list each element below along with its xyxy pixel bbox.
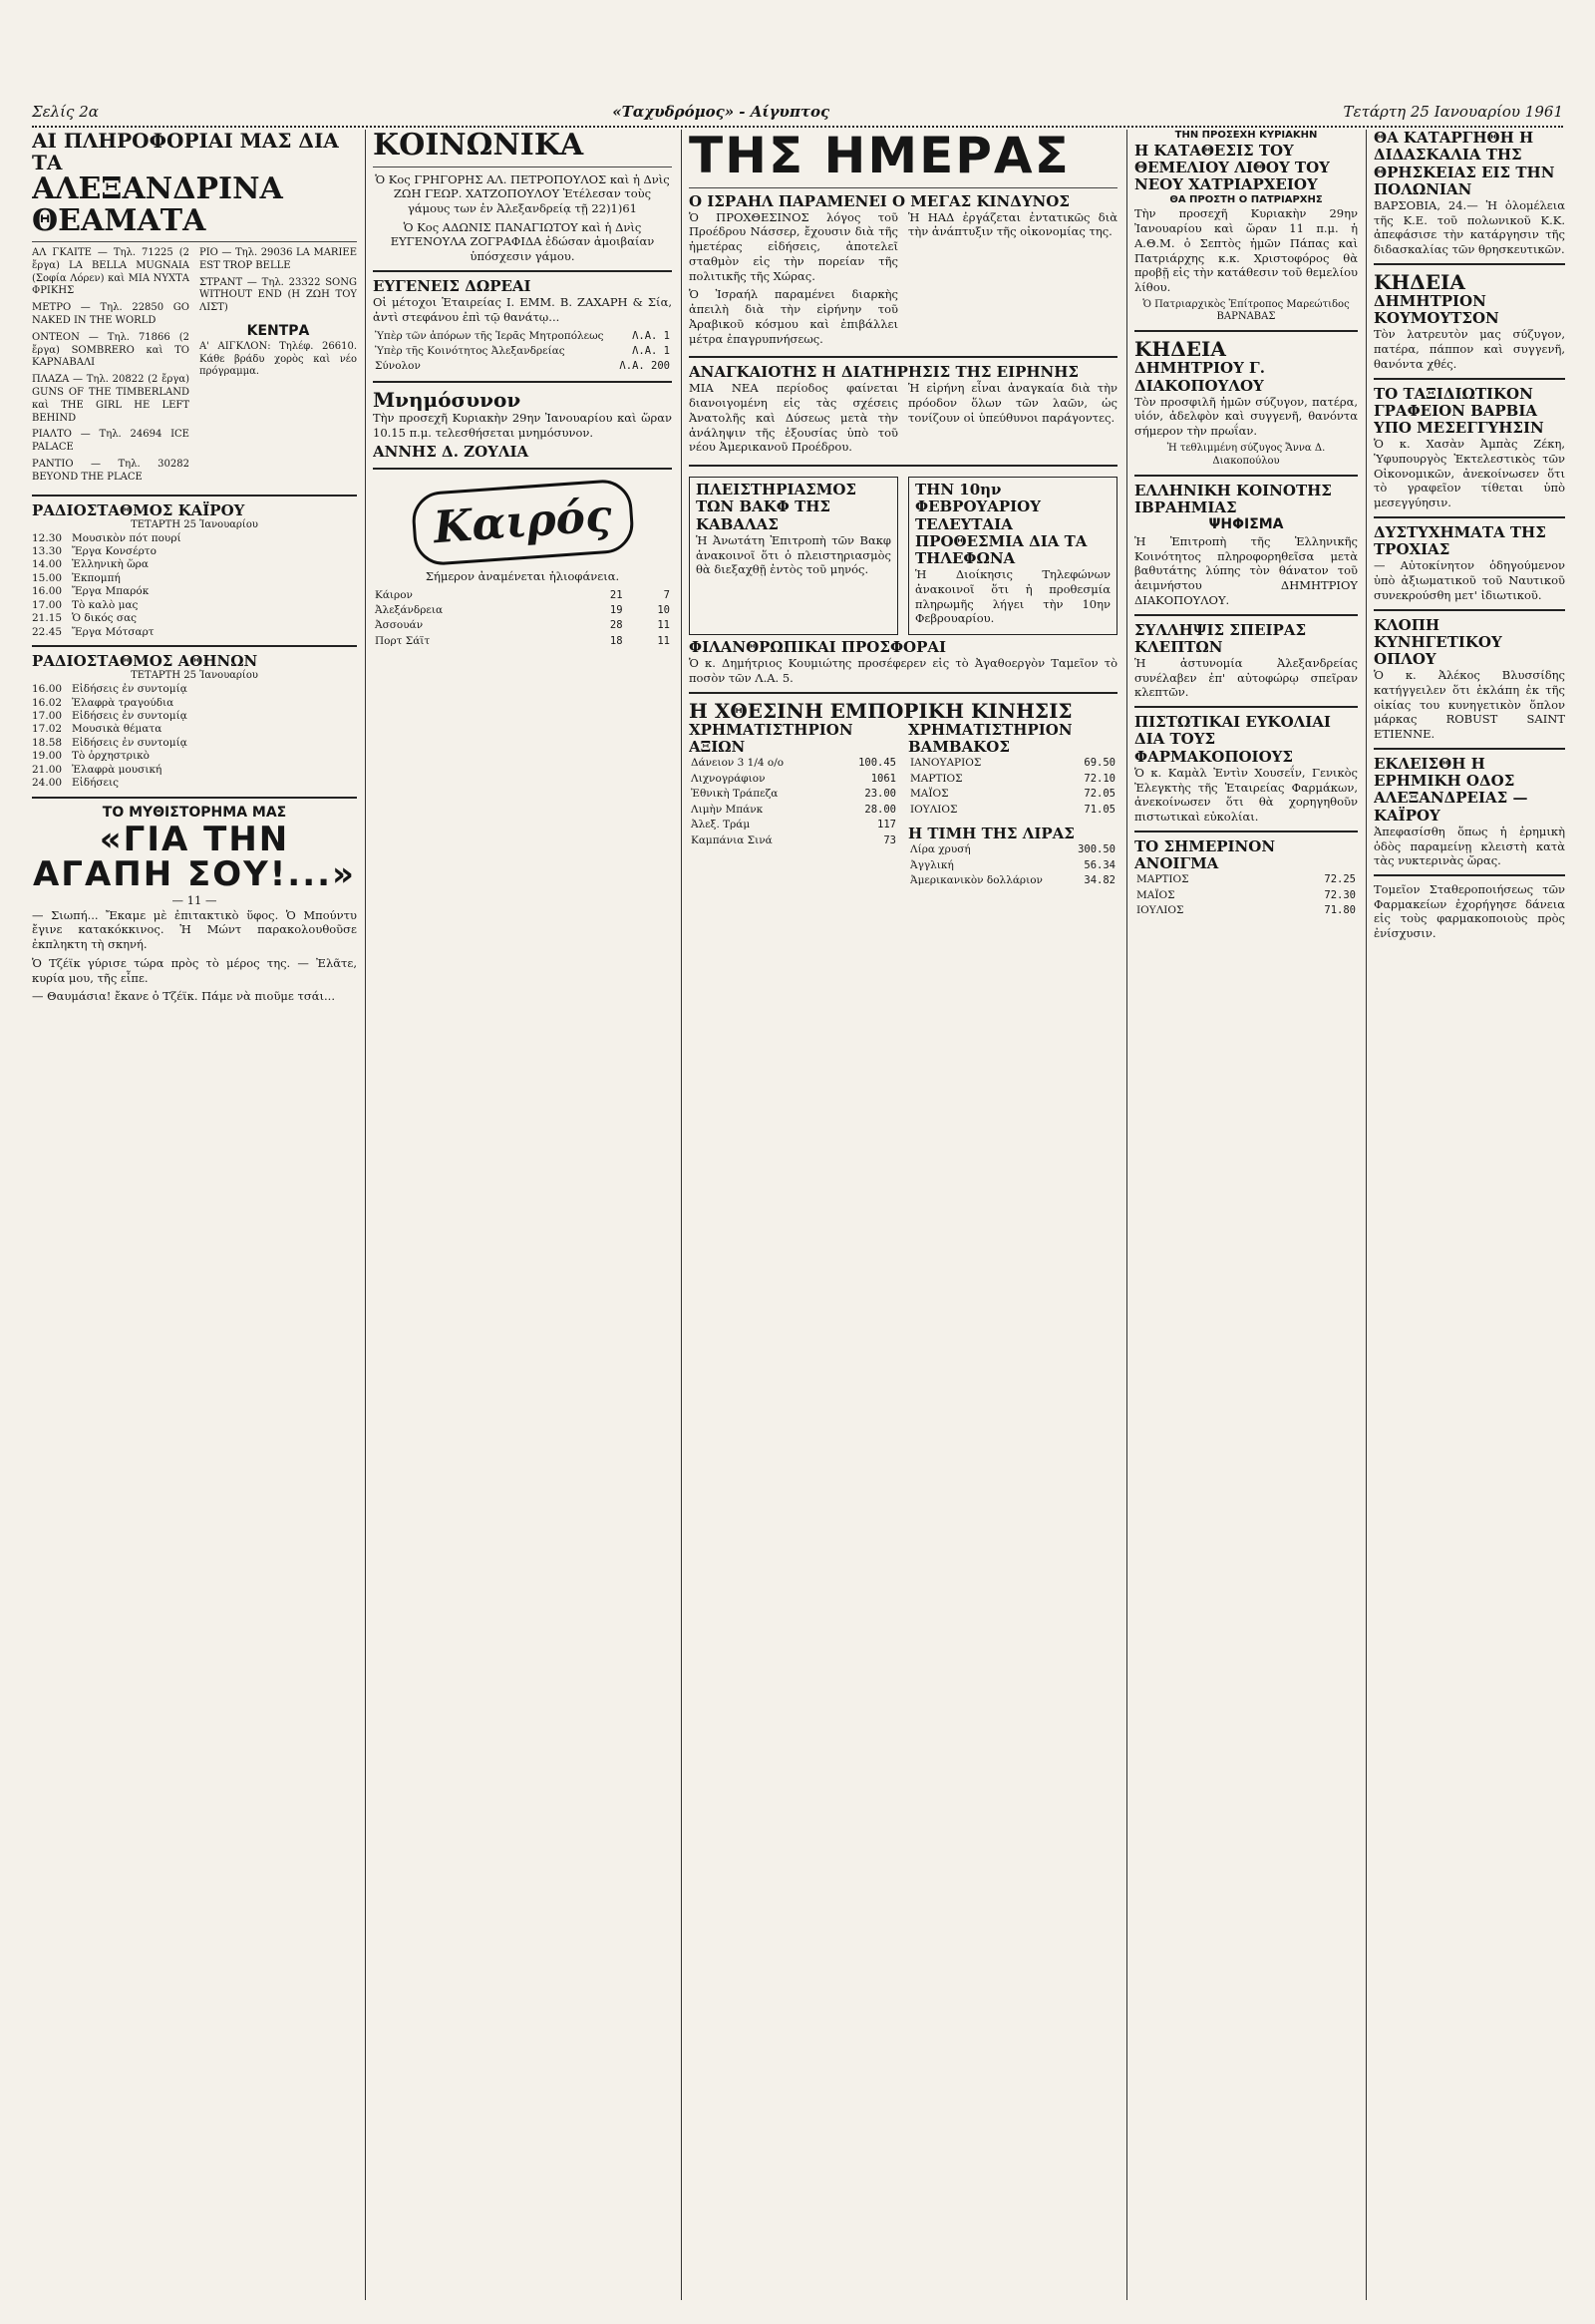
social-announcement: Ὁ Κος ΓΡΗΓΟΡΗΣ ΑΛ. ΠΕΤΡΟΠΟΥΛΟΣ καὶ ἡ Δνὶς ΖΩΗ ΓΕΩΡ. ΧΑΤΖΟΠΟΥΛΟΥ Ἐτέλεσαν τοὺς γάμους των ἐν Ἀλεξανδρείᾳ τῇ 22)1)61 (375, 171, 670, 215)
cotton-row-n: ΜΑΡΤΙΟΣ (910, 772, 963, 785)
weather-row-hi: 18 (609, 634, 623, 647)
schedule-row (32, 545, 357, 558)
theft-text: Ὁ κ. Ἀλέκος Βλυσσίδης κατήγγειλεν ὅτι ἐκλάπη ἐκ τῆς οἰκίας του κυνηγετικὸν ὅπλον μάρκας ROBUST SAINT ETIENNE. (1374, 668, 1565, 742)
cinema-entry: ΡΙΟ — Τηλ. 29036 LA MARIEE EST TROP BELLE (199, 247, 357, 271)
funeral-text: Τὸν προσφιλῆ ἡμῶν σύζυγον, πατέρα, υἱόν, ἀδελφὸν καὶ συγγενῆ, θανόντα σήμερον τὴν πρωΐαν. (1134, 394, 1358, 439)
schedule-row-d: Τὸ ὀρχηστρικὸ (72, 750, 150, 763)
schedule-row-d: Ἐλαφρὰ τραγούδια (72, 696, 174, 709)
memorial-text: Τὴν προσεχῆ Κυριακὴν 29ην Ἰανουαρίου καὶ ὥραν 10.15 π.μ. τελεσθήσεται μνημόσυνον. (373, 410, 672, 440)
auction-text: Ἡ Ἀνωτάτη Ἐπιτροπὴ τῶν Βακφ ἀνακοινοῖ ὅτι ὁ πλειστηριασμὸς θὰ διεξαχθῇ ἐντὸς τοῦ μηνός. (696, 532, 891, 577)
lead-paragraph: Ὁ ΠΡΟΧΘΕΣΙΝΟΣ λόγος τοῦ Προέδρου Νάσσερ, ἔχουσιν διὰ τῆς ἡμετέρας εἰδήσεις, ἀποτελεῖ σταθμὸν εἰς τὴν πορείαν τῆς πολιτικῆς τῆς Χώρας. (689, 209, 898, 283)
cotton-row-n: ΜΑΪΟΣ (910, 788, 949, 801)
schedule-row-d: Ἔργα Κονσέρτο (72, 545, 157, 558)
column-divider (1366, 130, 1367, 2300)
funeral-title: ΚΗΔΕΙΑ (1134, 337, 1226, 362)
resolution-title: ΨΗΦΙΣΜΑ (1208, 516, 1284, 532)
weather-row-lo: 7 (663, 588, 670, 601)
schedule-row-t: 17.02 (32, 723, 63, 736)
pound-row-n: Λίρα χρυσή (910, 843, 971, 856)
pound-row (908, 858, 1117, 873)
column-day (689, 130, 1117, 2300)
schedule-row-t: 17.00 (32, 710, 63, 723)
cotton-row-n: ΙΑΝΟΥΑΡΙΟΣ (910, 757, 982, 770)
radio-athens-title: ΡΑΔΙΟΣΤΑΘΜΟΣ ΑΘΗΝΩΝ (32, 652, 258, 671)
schedule-row (32, 710, 357, 723)
schedule-row-d: Εἰδήσεις ἐν συντομίᾳ (72, 736, 187, 749)
cotton-row (908, 803, 1117, 818)
schedule-row-d: Εἰδήσεις (72, 777, 119, 790)
weather-logo: Καιρός (373, 476, 672, 569)
poland-title: ΘΑ ΚΑΤΑΡΓΗΘΗ Η ΔΙΔΑΣΚΑΛΙΑ ΤΗΣ ΘΡΗΣΚΕΙΑΣ ΕΙΣ ΤΗΝ ΠΟΛΩΝΙΑΝ (1374, 130, 1555, 198)
page-number: Σελίς 2α (32, 103, 99, 122)
schedule-row (32, 532, 357, 545)
radio-athens-date: ΤΕΤΑΡΤΗ 25 Ἰανουαρίου (131, 670, 258, 682)
lead-headline: Ο ΙΣΡΑΗΛ ΠΑΡΑΜΕΝΕΙ Ο ΜΕΓΑΣ ΚΙΝΔΥΝΟΣ (689, 191, 1070, 210)
pound-row (908, 842, 1117, 857)
accidents-text: — Αὐτοκίνητον ὁδηγούμενον ὑπὸ ἀξιωματικοῦ τοῦ Ναυτικοῦ συνεκρούσθη μετ' ἰδιωτικοῦ. (1374, 558, 1565, 602)
schedule-row-d: Ἔργα Μπαρόκ (72, 585, 150, 598)
opening-row-n: ΜΑΪΟΣ (1136, 888, 1175, 901)
schedule-row-d: Ὁ δικός σας (72, 612, 138, 625)
radio-cairo-date: ΤΕΤΑΡΤΗ 25 Ἰανουαρίου (131, 518, 258, 530)
foundation-signature: Ὁ Πατριαρχικὸς Ἐπίτροπος Μαρεώτιδος ΒΑΡΝΑΒΑΣ (1142, 298, 1350, 323)
credit-text: Ὁ κ. Καμὰλ Ἐντὶν Χουσεΐν, Γενικὸς Ἐλεγκτὴς τῆς Ἑταιρείας Φαρμάκων, ἀνεκοίνωσεν ὅτι θὰ χορηγηθοῦν πιστωτικαὶ εὐκολίαι. (1134, 765, 1358, 825)
weather-row-lo: 11 (657, 634, 670, 647)
auction-title: ΠΛΕΙΣΤΗΡΙΑΣΜΟΣ ΤΩΝ ΒΑΚΦ ΤΗΣ ΚΑΒΑΛΑΣ (696, 481, 857, 533)
cotton-row-v: 71.05 (1084, 803, 1116, 816)
pound-row-n: Ἀμερικανικὸν δολλάριον (910, 874, 1043, 887)
opening-row (1134, 872, 1358, 887)
radio-athens-schedule (32, 683, 357, 791)
schedule-row (32, 585, 357, 598)
shows-title-line1: ΑΙ ΠΛΗΡΟΦΟΡΙΑΙ ΜΑΣ ΔΙΑ ΤΑ (32, 130, 339, 174)
weather-row-hi: 21 (609, 588, 623, 601)
stocks-table (689, 756, 898, 848)
credit-title: ΠΙΣΤΩΤΙΚΑΙ ΕΥΚΟΛΙΑΙ ΔΙΑ ΤΟΥΣ ΦΑΡΜΑΚΟΠΟΙΟΥΣ (1134, 713, 1331, 766)
centers-heading: ΚΕΝΤΡΑ (246, 322, 310, 339)
donations-title: ΕΥΓΕΝΕΙΣ ΔΩΡΕΑΙ (373, 276, 531, 295)
community-title: ΕΛΛΗΝΙΚΗ ΚΟΙΝΟΤΗΣ ΙΒΡΑΗΜΙΑΣ (1134, 481, 1332, 516)
cinema-entry: ΡΑΝΤΙΟ — Τηλ. 30282 BEYOND THE PLACE (32, 458, 189, 483)
masthead (32, 100, 1563, 128)
cinema-entry: ΣΤΡΑΝΤ — Τηλ. 23322 SONG WITHOUT END (Η ΖΩΗ ΤΟΥ ΛΙΣΤ) (199, 276, 357, 314)
stock-row-n: Λιχνογράφιον (691, 772, 766, 785)
column-entertainment (32, 130, 357, 2300)
stock-row-v: 23.00 (864, 788, 896, 801)
travel-agency-text: Ὁ κ. Χασὰν Ἀμπὰς Ζέκη, Ὑφυπουργὸς Ἐκτελεστικὸς τῶν Οἰκονομικῶν, ἀνεκοίνωσεν ὅτι τὸ γραφεῖον τίθεται ὑπὸ μεσεγγύησιν. (1374, 437, 1565, 510)
charity-title: ΦΙΛΑΝΘΡΩΠΙΚΑΙ ΠΡΟΣΦΟΡΑΙ (689, 638, 947, 657)
accidents-title: ΔΥΣΤΥΧΗΜΑΤΑ ΤΗΣ ΤΡΟΧΙΑΣ (1374, 522, 1546, 559)
schedule-row-d: Μουσικὰ θέματα (72, 723, 162, 736)
cotton-row-v: 69.50 (1084, 757, 1116, 770)
pharmacy-fund-text: Τομεῖον Σταθεροποιήσεως τῶν Φαρμακείων ἐχορήγησε δάνεια εἰς τοὺς φαρμακοποιοὺς πρὸς ἐνίσχυσιν. (1374, 882, 1565, 941)
theft-title: ΚΛΟΠΗ ΚΥΝΗΓΕΤΙΚΟΥ ΟΠΛΟΥ (1374, 615, 1502, 669)
schedule-row-t: 21.15 (32, 612, 63, 625)
shows-title-line2: ΑΛΕΞΑΝΔΡΙΝΑ ΘΕΑΜΑΤΑ (32, 171, 283, 238)
centers-text: Α' ΑΙΓΚΛΟΝ: Τηλέφ. 26610. Κάθε βράδυ χορὸς καὶ νέο πρόγραμμα. (199, 340, 357, 378)
schedule-row (32, 612, 357, 625)
weather-row (373, 634, 672, 649)
opening-row-n: ΜΑΡΤΙΟΣ (1136, 873, 1189, 886)
road-closed-text: Ἀπεφασίσθη ὅπως ἡ ἐρημικὴ ὁδὸς παραμείνῃ κλειστὴ κατὰ τὰς νυκτερινὰς ὥρας. (1374, 824, 1565, 868)
schedule-row (32, 697, 357, 710)
stock-row (689, 803, 898, 818)
schedule-row (32, 750, 357, 763)
pound-table (908, 842, 1117, 888)
stocks-title: ΧΡΗΜΑΤΙΣΤΗΡΙΟΝ ΑΞΙΩΝ (689, 720, 853, 757)
funeral-family: Ἡ τεθλιμμένη σύζυγος Ἄννα Δ. Διακοπούλου (1166, 442, 1326, 467)
weather-row-city: Ἀλεξάνδρεια (375, 603, 444, 616)
schedule-row-t: 21.00 (32, 763, 63, 776)
stock-row-v: 1061 (870, 772, 896, 785)
cotton-row (908, 787, 1117, 802)
funeral2-name: ΔΗΜΗΤΡΙΟΝ ΚΟΥΜΟΥΤΣΟΝ (1374, 291, 1499, 328)
opening-row-v: 72.25 (1324, 873, 1356, 886)
schedule-row-t: 12.30 (32, 531, 63, 544)
weather-row (373, 603, 672, 618)
schedule-row-t: 22.45 (32, 625, 63, 638)
social-announcement: Ὁ Κος ΑΔΩΝΙΣ ΠΑΝΑΓΙΩΤΟΥ καὶ ἡ Δνὶς ΕΥΓΕΝΟΥΛΑ ΖΟΓΡΑΦΙΔΑ ἐδώσαν ἀμοιβαίαν ὑπόσχεσιν γάμου. (390, 219, 655, 264)
weather-table (373, 588, 672, 650)
schedule-row-d: Εἰδήσεις ἐν συντομίᾳ (72, 683, 187, 696)
peace-paragraph: ΜΙΑ ΝΕΑ περίοδος φαίνεται διανοιγομένη εἰς τὰς σχέσεις Ἀνατολῆς καὶ Δύσεως μετὰ τὴν ἀνάληψιν τῆς ἐξουσίας ὑπὸ τοῦ νέου Ἀμερικανοῦ Προέδρου. (689, 381, 898, 455)
radio-cairo-title: ΡΑΔΙΟΣΤΑΘΜΟΣ ΚΑΪΡΟΥ (32, 500, 245, 519)
cotton-row (908, 756, 1117, 771)
schedule-row-t: 19.00 (32, 750, 63, 763)
memorial-title: Μνημόσυνον (373, 387, 521, 412)
stock-row (689, 787, 898, 802)
schedule-row-d: Ἑλληνικὴ ὥρα (72, 558, 149, 571)
weather-row-hi: 28 (609, 619, 623, 632)
weather-row (373, 588, 672, 603)
column-church (1134, 130, 1358, 2300)
stock-row (689, 833, 898, 848)
column-divider (1126, 130, 1127, 2300)
cotton-row-v: 72.10 (1084, 772, 1116, 785)
opening-row (1134, 888, 1358, 903)
issue-date: Τετάρτη 25 Ιανουαρίου 1961 (1343, 103, 1563, 122)
schedule-row (32, 764, 357, 777)
novel-title: «ΓΙΑ ΤΗΝ ΑΓΑΠΗ ΣΟΥ!...» (32, 819, 356, 895)
schedule-row-t: 18.58 (32, 736, 63, 749)
schedule-row-t: 16.00 (32, 585, 63, 598)
stock-row-v: 100.45 (858, 757, 896, 770)
weather-row-city: Ἀσσουάν (375, 619, 424, 632)
weather-row-lo: 10 (657, 603, 670, 616)
schedule-row (32, 572, 357, 585)
day-banner: ΤΗΣ ΗΜΕΡΑΣ (689, 130, 1071, 184)
foundation-title: Η ΚΑΤΑΘΕΣΙΣ ΤΟΥ ΘΕΜΕΛΙΟΥ ΛΙΘΟΥ ΤΟΥ ΝΕΟΥ ΧΑΤΡΙΑΡΧΕΙΟΥ (1134, 141, 1330, 194)
foundation-text: Τὴν προσεχῆ Κυριακὴν 29ην Ἰανουαρίου καὶ ὥραν 11 π.μ. ἡ Α.Θ.Μ. ὁ Σεπτὸς ἡμῶν Πάπας καὶ Πατριάρχης κ.κ. Χριστοφόρος θὰ προβῇ εἰς τὴν κατάθεσιν τοῦ θεμελίου λίθου. (1134, 206, 1358, 294)
weather-row-lo: 11 (657, 619, 670, 632)
schedule-row-t: 24.00 (32, 777, 63, 790)
peace-paragraph: Ἡ εἰρήνη εἶναι ἀναγκαία διὰ τὴν πρόοδον ὅλων τῶν λαῶν, ὡς τονίζουν οἱ ὑπεύθυνοι παράγοντες. (908, 381, 1117, 425)
table-row: Σύνολον Λ.Α. 200 (375, 360, 670, 373)
cinema-entry: ΟΝΤΕΟΝ — Τηλ. 71866 (2 ἔργα) SOMBRERO καὶ ΤΟ ΚΑΡΝΑΒΑΛΙ (32, 331, 189, 369)
opening-table (1134, 872, 1358, 918)
cotton-table (908, 756, 1117, 818)
radio-cairo-schedule (32, 532, 357, 640)
schedule-row-t: 13.30 (32, 545, 63, 558)
stock-row-n: Ἐθνικὴ Τράπεζα (691, 788, 779, 801)
poland-text: ΒΑΡΣΟΒΙΑ, 24.— Ἡ ὁλομέλεια τῆς Κ.Ε. τοῦ πολωνικοῦ Κ.Κ. ἀπεφάσισε τὴν κατάργησιν τῆς διδασκαλίας τῶν θρησκευτικῶν. (1374, 198, 1565, 257)
schedule-row-t: 17.00 (32, 598, 63, 611)
donations-text: Οἱ μέτοχοι Ἑταιρείας Ι. ΕΜΜ. Β. ΖΑΧΑΡΗ & Σία, ἀντὶ στεφάνου ἐπὶ τῷ θανάτῳ... (373, 295, 672, 324)
cinema-entry: ΠΛΑΖΑ — Τηλ. 20822 (2 ἔργα) GUNS OF THE TIMBERLAND καὶ THE GIRL HE LEFT BEHIND (32, 374, 189, 424)
column-divider (681, 130, 682, 2300)
opening-row-v: 71.80 (1324, 904, 1356, 917)
phones-title: ΤΗΝ 10ην ΦΕΒΡΟΥΑΡΙΟΥ ΤΕΛΕΥΤΑΙΑ ΠΡΟΘΕΣΜΙΑ ΔΙΑ ΤΑ ΤΗΛΕΦΩΝΑ (915, 481, 1088, 568)
cinema-entry: ΡΙΑΛΤΟ — Τηλ. 24694 ICE PALACE (32, 429, 189, 454)
peace-headline: ΑΝΑΓΚΑΙΟΤΗΣ Η ΔΙΑΤΗΡΗΣΙΣ ΤΗΣ ΕΙΡΗΝΗΣ (689, 363, 1080, 382)
arrest-text: Ἡ ἀστυνομία Ἀλεξανδρείας συνέλαβεν ἐπ' αὐτοφώρῳ σπεῖραν κλεπτῶν. (1134, 656, 1358, 700)
schedule-row (32, 683, 357, 696)
phones-text: Ἡ Διοίκησις Τηλεφώνων ἀνακοινοῖ ὅτι ἡ προθεσμία πληρωμῆς λήγει τὴν 10ην Φεβρουαρίου. (915, 567, 1111, 626)
novel-paragraph: Ὁ Τζέϊκ γύρισε τώρα πρὸς τὸ μέρος της. — Ἐλᾶτε, κυρία μου, τῆς εἶπε. (32, 955, 357, 985)
cotton-row (908, 772, 1117, 787)
stock-row-n: Δάνειον 3 1/4 ο/ο (691, 757, 785, 770)
lead-paragraph: Ἡ ΗΑΔ ἐργάζεται ἐντατικῶς διὰ τὴν ἀνάπτυξιν τῆς οἰκονομίας της. (908, 209, 1117, 239)
schedule-row (32, 599, 357, 612)
weather-row (373, 618, 672, 633)
schedule-row (32, 558, 357, 571)
stock-row-n: Ἀλεξ. Τράμ (691, 819, 751, 831)
weather-row-city: Κάιρον (375, 588, 413, 601)
novel-part: — 11 — (171, 892, 217, 907)
pound-title: Η ΤΙΜΗ ΤΗΣ ΛΙΡΑΣ (908, 825, 1075, 843)
road-closed-title: ΕΚΛΕΙΣΘΗ Η ΕΡΗΜΙΚΗ ΟΔΟΣ ΑΛΕΞΑΝΔΡΕΙΑΣ — ΚΑΪΡΟΥ (1374, 754, 1528, 825)
stock-row-n: Λιμὴν Μπάνκ (691, 803, 764, 816)
funeral2-text: Τὸν λατρευτὸν μας σύζυγον, πατέρα, πάππον καὶ συγγενῆ, θανόντα χθές. (1374, 327, 1565, 371)
funeral-name: ΔΗΜΗΤΡΙΟΥ Γ. ΔΙΑΚΟΠΟΥΛΟΥ (1134, 359, 1265, 395)
stock-row (689, 756, 898, 771)
schedule-row-t: 15.00 (32, 571, 63, 584)
newspaper-name: «Ταχυδρόμος» - Αίγυπτος (612, 103, 830, 122)
column-divider (365, 130, 366, 2300)
pound-row (908, 873, 1117, 888)
schedule-row-d: Εἰδήσεις ἐν συντομίᾳ (72, 710, 187, 723)
travel-agency-title: ΤΟ ΤΑΞΙΔΙΩΤΙΚΟΝ ΓΡΑΦΕΙΟΝ ΒΑΡΒΙΑ ΥΠΟ ΜΕΣΕΓΓΥΗΣΙΝ (1374, 384, 1544, 438)
foundation-sub: ΘΑ ΠΡΟΣΤΗ Ο ΠΑΤΡΙΑΡΧΗΣ (1169, 193, 1323, 205)
schedule-row-d: Ἔργα Μότσαρτ (72, 625, 155, 638)
funeral2-title: ΚΗΔΕΙΑ (1374, 269, 1465, 294)
novel-kicker: ΤΟ ΜΥΘΙΣΤΟΡΗΜΑ ΜΑΣ (102, 804, 287, 821)
column-news (1374, 130, 1565, 2300)
schedule-row-d: Τὸ καλὸ μας (72, 598, 139, 611)
stock-row-v: 73 (883, 833, 896, 846)
schedule-row (32, 777, 357, 790)
stock-row-v: 117 (877, 819, 896, 831)
schedule-row-t: 14.00 (32, 558, 63, 571)
weather-forecast: Σήμερον ἀναμένεται ἡλιοφάνεια. (425, 568, 620, 583)
social-title: ΚΟΙΝΩΝΙΚΑ (373, 130, 584, 163)
schedule-row (32, 723, 357, 736)
novel-paragraph: — Θαυμάσια! ἔκανε ὁ Τζέϊκ. Πάμε νὰ πιοῦμε τσάι... (32, 989, 335, 1004)
stock-row-v: 28.00 (864, 803, 896, 816)
resolution-text: Ἡ Ἐπιτροπὴ τῆς Ἑλληνικῆς Κοινότητος πληροφορηθεῖσα μετὰ βαθυτάτης λύπης τὸν θάνατον τοῦ ἀειμνήστου ΔΗΜΗΤΡΙΟΥ ΔΙΑΚΟΠΟΥΛΟΥ. (1134, 533, 1358, 607)
arrest-title: ΣΥΛΛΗΨΙΣ ΣΠΕΙΡΑΣ ΚΛΕΠΤΩΝ (1134, 620, 1307, 656)
weather-row-hi: 19 (609, 603, 623, 616)
pound-row-v: 300.50 (1078, 843, 1116, 856)
cinema-entry: ΜΕΤΡΟ — Τηλ. 22850 GO NAKED IN THE WORLD (32, 302, 189, 326)
cotton-title: ΧΡΗΜΑΤΙΣΤΗΡΙΟΝ ΒΑΜΒΑΚΟΣ (908, 720, 1073, 757)
schedule-row (32, 626, 357, 639)
opening-row-n: ΙΟΥΛΙΟΣ (1136, 904, 1184, 917)
cinema-entry: ΑΛ ΓΚΑΙΤΕ — Τηλ. 71225 (2 ἔργα) LA BELLA MUGNAIA (Σοφία Λόρεν) καὶ ΜΙΑ ΝΥΧΤΑ ΦΡΙΚΗΣ (32, 247, 189, 297)
table-row: Ὑπὲρ τῆς Κοινότητος Ἀλεξανδρείας Λ.Α. 1 (375, 344, 670, 357)
stock-row (689, 772, 898, 787)
table-row: Ὑπὲρ τῶν ἀπόρων τῆς Ἱερᾶς Μητροπόλεως Λ.Α. 1 (375, 329, 670, 342)
weather-row-city: Πορτ Σάϊτ (375, 634, 431, 647)
foundation-kicker: ΤΗΝ ΠΡΟΣΕΧΗ ΚΥΡΙΑΚΗΝ (1174, 130, 1318, 141)
pound-row-v: 34.82 (1084, 874, 1116, 887)
pound-row-v: 56.34 (1084, 858, 1116, 871)
novel-paragraph: — Σιωπή... Ἔκαμε μὲ ἐπιτακτικὸ ὕφος. Ὁ Μπούντυ ἔγινε κατακόκκινος. Ἡ Μώντ παρακολουθοῦσε ἐκπληκτη τὴ σκηνή. (32, 907, 357, 952)
opening-row (1134, 903, 1358, 918)
schedule-row (32, 737, 357, 750)
market-title: Η ΧΘΕΣΙΝΗ ΕΜΠΟΡΙΚΗ ΚΙΝΗΣΙΣ (689, 698, 1073, 723)
memorial-name: ΑΝΝΗΣ Δ. ΖΟΥΛΙΑ (373, 443, 529, 462)
schedule-row-d: Ἐκπομπή (72, 571, 121, 584)
pound-row-n: Ἀγγλική (910, 858, 954, 871)
cinema-listings (32, 247, 357, 489)
stock-row-n: Καμπάνια Σινά (691, 833, 773, 846)
cotton-row-n: ΙΟΥΛΙΟΣ (910, 803, 958, 816)
opening-row-v: 72.30 (1324, 888, 1356, 901)
schedule-row-t: 16.02 (32, 696, 63, 709)
donations-table (373, 329, 672, 375)
schedule-row-d: Μουσικὸν πότ πουρί (72, 531, 181, 544)
schedule-row-t: 16.00 (32, 683, 63, 696)
schedule-row-d: Ἐλαφρὰ μουσική (72, 763, 162, 776)
opening-title: ΤΟ ΣΗΜΕΡΙΝΟΝ ΑΝΟΙΓΜΑ (1134, 836, 1276, 873)
charity-text: Ὁ κ. Δημήτριος Κουμιώτης προσέφερεν εἰς τὸ Ἀγαθοεργὸν Ταμεῖον τὸ ποσὸν τῶν Λ.Α. 5. (689, 656, 1117, 686)
column-social (373, 130, 672, 2300)
lead-paragraph: Ὁ Ἰσραήλ παραμένει διαρκὴς ἀπειλὴ διὰ τὴν εἰρήνην τοῦ Ἀραβικοῦ κόσμου καὶ ἐπιβάλλει μέτρα ἐπαγρυπνήσεως. (689, 287, 898, 346)
stock-row (689, 818, 898, 832)
cotton-row-v: 72.05 (1084, 788, 1116, 801)
